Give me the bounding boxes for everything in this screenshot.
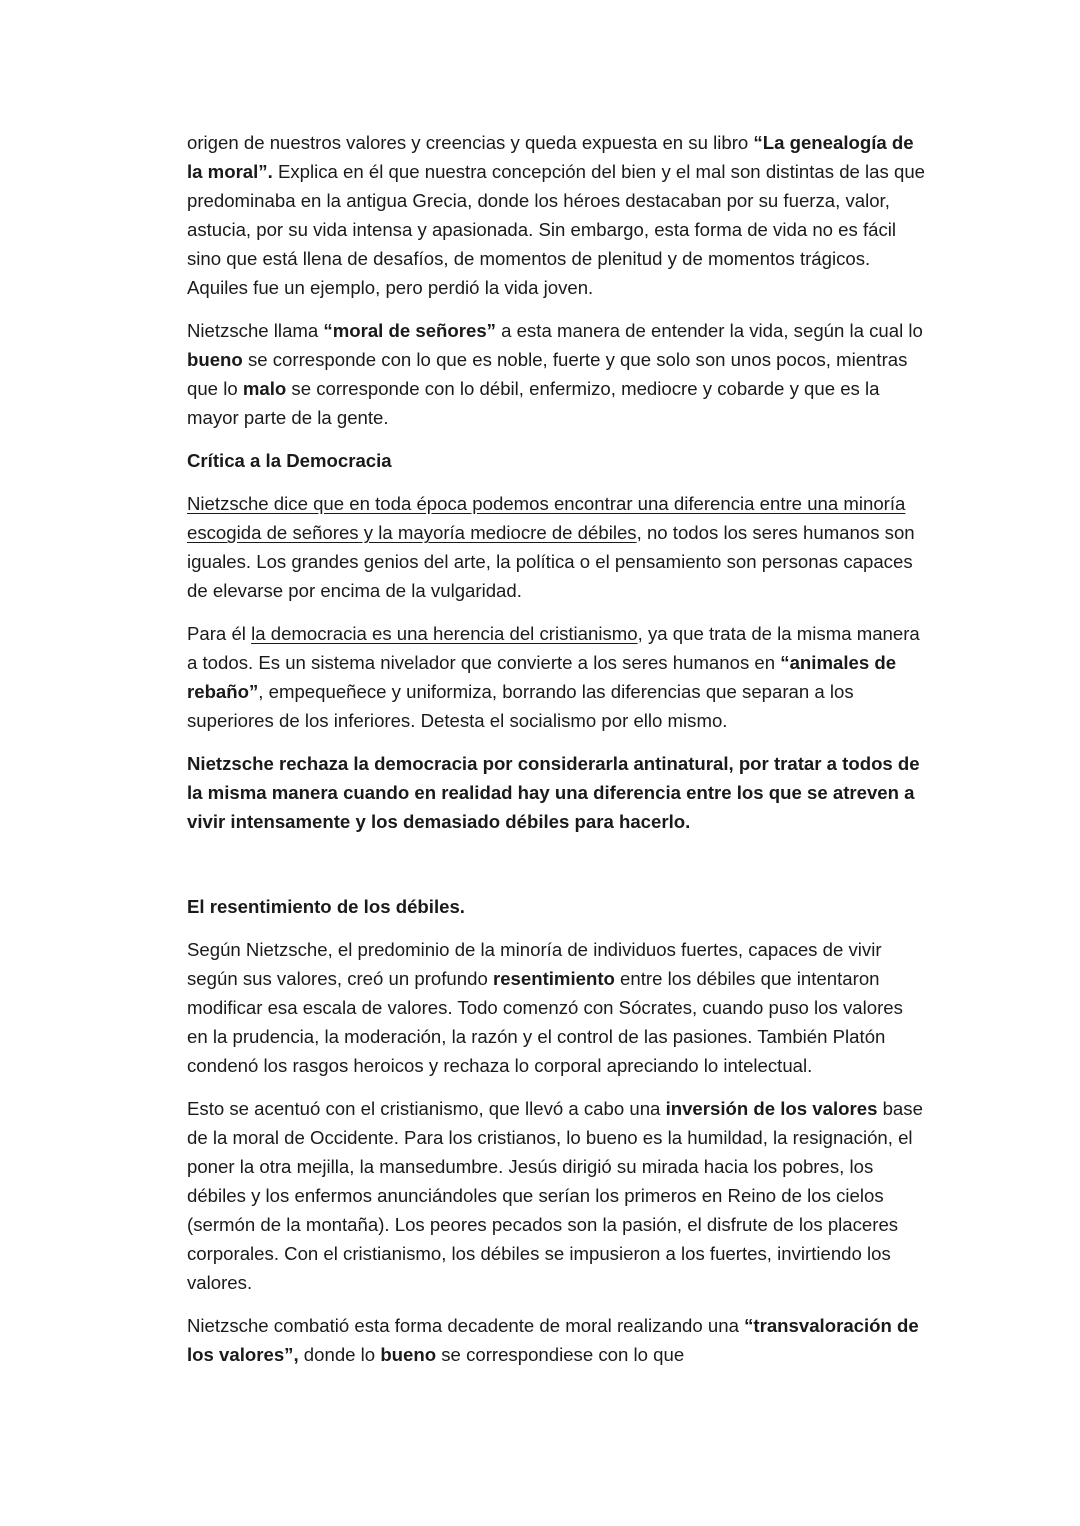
bold-term: resentimiento bbox=[492, 968, 615, 989]
text: Según Nietzsche, el predominio de la minoría de individuos fuertes, capaces de vivir según sus valores, creó un profundo bbox=[187, 939, 882, 989]
paragraph-democracia-herencia bbox=[187, 619, 927, 735]
paragraph-moral-de-senores bbox=[187, 316, 927, 432]
text: base de la moral de Occidente. Para los cristianos, lo bueno es la humildad, la resignación, el poner la otra mejilla, la mansedumbre. Jesús dirigió su mirada hacia los pobres, los débiles y los enfermos anunciándoles que serían los primeros en Reino de los cielos (sermón de la montaña). Los peores pecados son la pasión, el disfrute de los placeres corporales. Con el cristianismo, los débiles se impusieron a los fuertes, invirtiendo los valores. bbox=[187, 1098, 923, 1293]
underlined-text: Nietzsche dice que en toda época podemos encontrar una diferencia entre una minoría escogida de señores y la mayoría mediocre de débiles bbox=[187, 493, 906, 543]
text: se corresponde con lo que es noble, fuerte y que solo son unos pocos, mientras que lo bbox=[187, 349, 908, 399]
document-page bbox=[187, 128, 927, 1383]
bold-term: bueno bbox=[380, 1344, 437, 1365]
paragraph-cristianismo bbox=[187, 1094, 927, 1297]
text: , no todos los seres humanos son iguales. Los grandes genios del arte, la política o el pensamiento son personas capaces de elevarse por encima de la vulgaridad. bbox=[187, 522, 915, 601]
text: se corresponde con lo débil, enfermizo, mediocre y cobarde y que es la mayor parte de la gente. bbox=[187, 378, 880, 428]
paragraph-rechaza-democracia bbox=[187, 749, 927, 836]
paragraph-resentimiento bbox=[187, 935, 927, 1080]
text: entre los débiles que intentaron modificar esa escala de valores. Todo comenzó con Sócrates, cuando puso los valores en la prudencia, la moderación, la razón y el control de las pasiones. También Platón condenó los rasgos heroicos y rechaza lo corporal apreciando lo intelectual. bbox=[187, 968, 903, 1076]
paragraph-transvaloracion bbox=[187, 1311, 927, 1369]
paragraph-minoria-escogida bbox=[187, 489, 927, 605]
text: , ya que trata de la misma manera a todos. Es un sistema nivelador que convierte a los seres humanos en bbox=[187, 623, 920, 673]
section-heading-critica-democracia: Crítica a la Democracia bbox=[187, 450, 392, 471]
text: origen de nuestros valores y creencias y queda expuesta en su libro bbox=[187, 132, 754, 153]
text: Nietzsche combatió esta forma decadente de moral realizando una bbox=[187, 1315, 745, 1336]
bold-paragraph: Nietzsche rechaza la democracia por considerarla antinatural, por tratar a todos de la misma manera cuando en realidad hay una diferencia entre los que se atreven a vivir intensamente y los demasiado débiles para hacerlo. bbox=[187, 753, 920, 832]
text: Nietzsche llama bbox=[187, 320, 324, 341]
text: donde lo bbox=[298, 1344, 381, 1365]
bold-term: inversión de los valores bbox=[665, 1098, 878, 1119]
underlined-text: la democracia es una herencia del cristianismo bbox=[251, 623, 638, 644]
text: , empequeñece y uniformiza, borrando las diferencias que separan a los superiores de los inferiores. Detesta el socialismo por ello mismo. bbox=[187, 681, 854, 731]
paragraph-genealogia bbox=[187, 128, 927, 302]
text: Explica en él que nuestra concepción del bien y el mal son distintas de las que predominaba en la antigua Grecia, donde los héroes destacaban por su fuerza, valor, astucia, por su vida intensa y apasionada. Sin embargo, esta forma de vida no es fácil sino que está llena de desafíos, de momentos de plenitud y de momentos trágicos. Aquiles fue un ejemplo, pero perdió la vida joven. bbox=[187, 161, 925, 298]
bold-term: bueno bbox=[187, 349, 243, 370]
spacer bbox=[187, 850, 927, 892]
bold-term: “animales de rebaño” bbox=[187, 652, 897, 702]
text: a esta manera de entender la vida, según la cual lo bbox=[495, 320, 923, 341]
text: Para él bbox=[187, 623, 252, 644]
bold-term: “transvaloración de los valores”, bbox=[187, 1315, 919, 1365]
bold-book-title: “La genealogía de la moral”. bbox=[187, 132, 914, 182]
bold-term: “moral de señores” bbox=[323, 320, 496, 341]
text: se correspondiese con lo que bbox=[436, 1344, 685, 1365]
section-heading-resentimiento: El resentimiento de los débiles. bbox=[187, 896, 465, 917]
bold-term: malo bbox=[242, 378, 287, 399]
text: Esto se acentuó con el cristianismo, que llevó a cabo una bbox=[187, 1098, 666, 1119]
